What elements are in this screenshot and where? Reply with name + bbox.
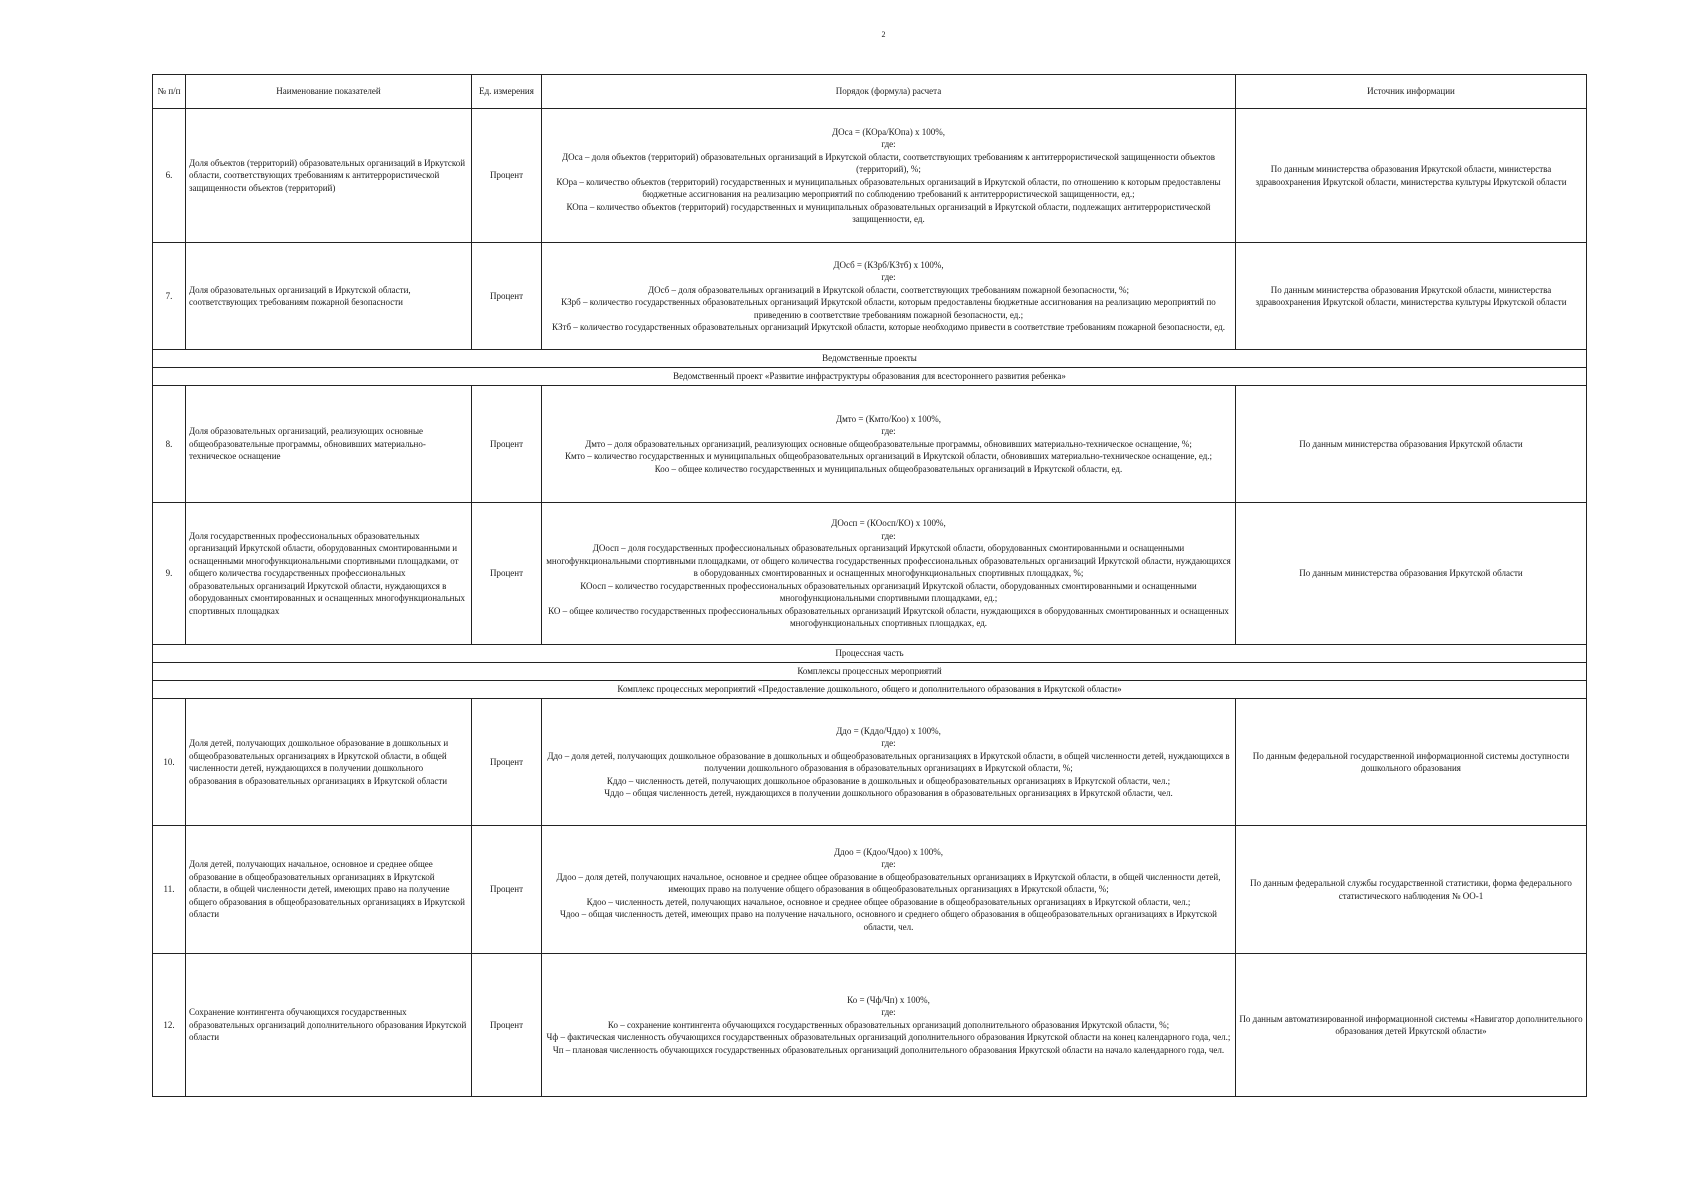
formula-line: где: bbox=[881, 272, 896, 282]
formula-line: Ко – сохранение контингента обучающихся государственных образовательных организаций дополнительного образования Иркутской области, %; bbox=[607, 1019, 1170, 1030]
indicator-name: Доля образовательных организаций в Иркутской области, соответствующих требованиям пожарной безопасности bbox=[186, 243, 472, 350]
indicator-name: Доля объектов (территорий) образовательных организаций в Иркутской области, соответствующих требованиям к антитеррористической защищенности объектов (территорий) bbox=[186, 109, 472, 243]
unit-of-measure: Процент bbox=[472, 503, 542, 645]
unit-of-measure: Процент bbox=[472, 386, 542, 503]
formula-line: Ддоо – доля детей, получающих начальное, основное и среднее общее образование в общеобразовательных организациях в Иркутской области, в общей численности детей, имеющих право на получение общего образования в общеобразовательных организациях в Иркутской области, %; bbox=[556, 871, 1221, 895]
formula-line: КО – общее количество государственных профессиональных образовательных организаций Иркутской области, нуждающихся в оборудованных смонтированных и оснащенных многофункциональных спортивных площадках, ед. bbox=[548, 605, 1229, 629]
formula-line: ДОосп = (КОосп/КО) х 100%, bbox=[831, 518, 946, 529]
section-heading: Комплексы процессных мероприятий bbox=[153, 663, 1587, 681]
formula-line: где: bbox=[881, 859, 896, 870]
formula-line: ДОсб = (КЗрб/КЗтб) х 100%, bbox=[833, 259, 944, 270]
row-number: 6. bbox=[153, 109, 186, 243]
section-row bbox=[153, 350, 1587, 368]
page-number: 2 bbox=[881, 30, 886, 39]
table-row bbox=[153, 386, 1587, 503]
section-heading: Комплекс процессных мероприятий «Предоставление дошкольного, общего и дополнительного образования в Иркутской области» bbox=[153, 681, 1587, 699]
formula-line: Чф – фактическая численность обучающихся государственных образовательных организаций дополнительного образования Иркутской области на конец календарного года, чел.; bbox=[546, 1032, 1231, 1043]
information-source: По данным автоматизированной информационной системы «Навигатор дополнительного образования детей Иркутской области» bbox=[1236, 954, 1587, 1097]
section-row bbox=[153, 368, 1587, 386]
indicator-name: Доля образовательных организаций, реализующих основные общеобразовательные программы, обновивших материально-техническое оснащение bbox=[186, 386, 472, 503]
table-row bbox=[153, 109, 1587, 243]
section-row bbox=[153, 663, 1587, 681]
formula-line: КОра – количество объектов (территорий) государственных и муниципальных образовательных организаций в Иркутской области, по отношению к которым предоставлены бюджетные ассигнования на реализацию мероприятий по соблюдению требований к антитеррористической защищенности, ед.; bbox=[556, 176, 1221, 199]
formula-line: Дмто = (Кмто/Коо) х 100%, bbox=[835, 413, 942, 424]
formula-line: ДОса – доля объектов (территорий) образовательных организаций в Иркутской области, соответствующих требованиям к антитеррористической защищенности объектов (территорий), %; bbox=[562, 151, 1215, 174]
formula-line: где: bbox=[881, 738, 896, 748]
calculation-formula bbox=[542, 954, 1236, 1097]
header-row bbox=[153, 75, 1587, 109]
formula-line: Коо – общее количество государственных и муниципальных общеобразовательных организаций в Иркутской области, ед. bbox=[654, 463, 1123, 474]
formula-line: где: bbox=[881, 426, 896, 437]
unit-of-measure: Процент bbox=[472, 109, 542, 243]
header-name: Наименование показателей bbox=[186, 75, 472, 109]
table-row bbox=[153, 954, 1587, 1097]
section-row bbox=[153, 645, 1587, 663]
information-source: По данным министерства образования Иркутской области, министерства здравоохранения Иркутской области, министерства культуры Иркутской области bbox=[1236, 109, 1587, 243]
unit-of-measure: Процент bbox=[472, 699, 542, 826]
information-source: По данным министерства образования Иркутской области bbox=[1236, 503, 1587, 645]
calculation-formula bbox=[542, 109, 1236, 243]
formula-line: Дмто – доля образовательных организаций, реализующих основные общеобразовательные программы, обновивших материально-техническое оснащение, %; bbox=[585, 438, 1192, 449]
section-heading: Процессная часть bbox=[153, 645, 1587, 663]
information-source: По данным федеральной службы государственной статистики, форма федерального статистического наблюдения № ОО-1 bbox=[1236, 826, 1587, 954]
section-heading: Ведомственный проект «Развитие инфраструктуры образования для всестороннего развития ребенка» bbox=[153, 368, 1587, 386]
unit-of-measure: Процент bbox=[472, 826, 542, 954]
indicator-name: Доля государственных профессиональных образовательных организаций Иркутской области, оборудованных смонтированными и оснащенными многофункциональными спортивными площадками, от общего количества государственных профессиональных образовательных организаций Иркутской области, нуждающихся в оборудованных смонтированных и оснащенных многофункциональных спортивных площадках bbox=[186, 503, 472, 645]
information-source: По данным федеральной государственной информационной системы доступности дошкольного образования bbox=[1236, 699, 1587, 826]
indicator-name: Доля детей, получающих дошкольное образование в дошкольных и общеобразовательных организациях в Иркутской области, в общей численности детей, нуждающихся в получении дошкольного образования в образовательных организациях в Иркутской области bbox=[186, 699, 472, 826]
formula-line: Кддо – численность детей, получающих дошкольное образование в дошкольных и общеобразовательных организациях в Иркутской области, чел.; bbox=[606, 775, 1171, 786]
formula-line: КОосп – количество государственных профессиональных образовательных организаций Иркутской области, оборудованных смонтированными и оснащенными многофункциональными спортивными площадками, ед.; bbox=[580, 580, 1197, 604]
formula-line: КОпа – количество объектов (территорий) государственных и муниципальных образовательных организаций в Иркутской области, подлежащих антитеррористической защищенности, ед. bbox=[566, 201, 1211, 224]
calculation-formula bbox=[542, 503, 1236, 645]
calculation-formula bbox=[542, 826, 1236, 954]
table-row bbox=[153, 826, 1587, 954]
indicator-name: Доля детей, получающих начальное, основное и среднее общее образование в общеобразовательных организациях в Иркутской области, в общей численности детей, имеющих право на получение общего образования в общеобразовательных организациях в Иркутской области bbox=[186, 826, 472, 954]
row-number: 12. bbox=[153, 954, 186, 1097]
formula-line: где: bbox=[881, 1007, 896, 1018]
formula-line: КЗрб – количество государственных образовательных организаций Иркутской области, которым предоставлены бюджетные ассигнования на реализацию мероприятий по приведению в соответствие требованиям пожарной безопасности, ед.; bbox=[561, 297, 1216, 320]
formula-line: Ддо = (Кддо/Чддо) х 100%, bbox=[836, 725, 941, 736]
formula-line: Кмто – количество государственных и муниципальных общеобразовательных организаций в Иркутской области, обновивших материально-техническое оснащение, ед.; bbox=[564, 451, 1213, 462]
formula-line: где: bbox=[881, 530, 896, 541]
unit-of-measure: Процент bbox=[472, 243, 542, 350]
row-number: 8. bbox=[153, 386, 186, 503]
row-number: 10. bbox=[153, 699, 186, 826]
formula-line: ДОосп – доля государственных профессиональных образовательных организаций Иркутской области, оборудованных смонтированными и оснащенными многофункциональными спортивными площадками, от общего количества государственных профессиональных образовательных организаций Иркутской области, нуждающихся в оборудованных смонтированных и оснащенных многофункциональных спортивных площадках, %; bbox=[546, 543, 1231, 579]
formula-line: Чддо – общая численность детей, нуждающихся в получении дошкольного образования в образовательных организациях в Иркутской области, чел. bbox=[604, 788, 1173, 798]
table-row bbox=[153, 243, 1587, 350]
table-row bbox=[153, 699, 1587, 826]
formula-line: ДОса = (КОра/КОпа) х 100%, bbox=[832, 126, 945, 137]
unit-of-measure: Процент bbox=[472, 954, 542, 1097]
calculation-formula bbox=[542, 386, 1236, 503]
row-number: 11. bbox=[153, 826, 186, 954]
header-formula: Порядок (формула) расчета bbox=[542, 75, 1236, 109]
calculation-formula bbox=[542, 699, 1236, 826]
formula-line: Кдоо – численность детей, получающих начальное, основное и среднее общее образование в общеобразовательных организациях в Иркутской области, чел.; bbox=[586, 896, 1191, 907]
formula-line: Ко = (Чф/Чп) х 100%, bbox=[847, 994, 930, 1005]
calculation-formula bbox=[542, 243, 1236, 350]
row-number: 9. bbox=[153, 503, 186, 645]
indicator-name: Сохранение контингента обучающихся государственных образовательных организаций дополнительного образования Иркутской области bbox=[186, 954, 472, 1097]
information-source: По данным министерства образования Иркутской области bbox=[1236, 386, 1587, 503]
formula-line: Ддо – доля детей, получающих дошкольное образование в дошкольных и общеобразовательных организациях в Иркутской области, в общей численности детей, нуждающихся в получении дошкольного образования в образовательных организациях в Иркутской области, %; bbox=[547, 750, 1230, 773]
formula-line: ДОсб – доля образовательных организаций в Иркутской области, соответствующих требованиям пожарной безопасности, %; bbox=[647, 284, 1130, 295]
header-num: № п/п bbox=[153, 75, 186, 109]
information-source: По данным министерства образования Иркутской области, министерства здравоохранения Иркутской области, министерства культуры Иркутской области bbox=[1236, 243, 1587, 350]
row-number: 7. bbox=[153, 243, 186, 350]
formula-line: Чп – плановая численность обучающихся государственных образовательных организаций дополнительного образования Иркутской области на начало календарного года, чел. bbox=[552, 1044, 1225, 1055]
header-unit: Ед. измерения bbox=[472, 75, 542, 109]
table-row bbox=[153, 503, 1587, 645]
header-source: Источник информации bbox=[1236, 75, 1587, 109]
formula-line: где: bbox=[881, 139, 896, 149]
formula-line: Чдоо – общая численность детей, имеющих право на получение начального, основного и среднего общего образования в общеобразовательных организациях в Иркутской области, чел. bbox=[560, 909, 1217, 932]
formula-line: КЗтб – количество государственных образовательных организаций Иркутской области, которые необходимо привести в соответствие требованиям пожарной безопасности, ед. bbox=[552, 322, 1225, 332]
indicators-table bbox=[152, 74, 1587, 1097]
section-row bbox=[153, 681, 1587, 699]
section-heading: Ведомственные проекты bbox=[153, 350, 1587, 368]
formula-line: Ддоо = (Кдоо/Чдоо) х 100%, bbox=[833, 846, 944, 857]
